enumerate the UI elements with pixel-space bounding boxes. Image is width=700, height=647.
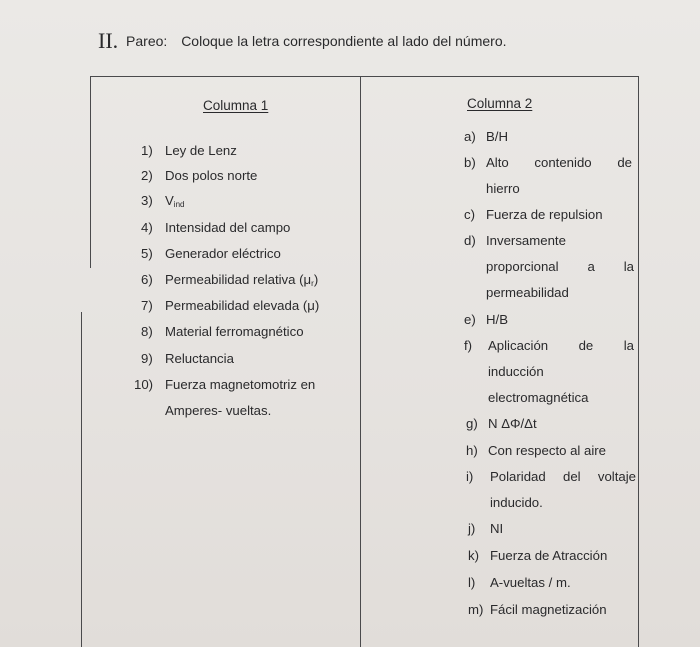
item-number: 2) bbox=[141, 168, 153, 183]
table-border-left bbox=[90, 76, 91, 268]
item-text: A-vueltas / m. bbox=[490, 575, 571, 590]
item-text: Permeabilidad elevada (μ) bbox=[165, 298, 320, 313]
item-letter: k) bbox=[468, 548, 479, 563]
column-1-item bbox=[141, 272, 318, 292]
item-text-line bbox=[488, 338, 634, 354]
item-text: B/H bbox=[486, 129, 508, 144]
item-number: 5) bbox=[141, 246, 153, 261]
item-letter: b) bbox=[464, 155, 476, 170]
item-text: Inversamente bbox=[486, 233, 566, 248]
item-letter: h) bbox=[466, 443, 478, 458]
table-border-right bbox=[638, 76, 639, 647]
word: Polaridad bbox=[490, 469, 546, 484]
word: Aplicación bbox=[488, 338, 549, 353]
word: de bbox=[578, 338, 594, 353]
item-text-line: hierro bbox=[486, 181, 520, 196]
word: Alto bbox=[486, 155, 509, 170]
item-number: 3) bbox=[141, 193, 153, 208]
column-1-item-continuation: Amperes- vueltas. bbox=[165, 403, 272, 418]
item-subscript: r bbox=[311, 279, 314, 288]
item-text: Reluctancia bbox=[165, 351, 234, 366]
item-number: 8) bbox=[141, 324, 153, 339]
column-1-item bbox=[141, 298, 319, 314]
item-text: V bbox=[165, 193, 174, 208]
item-text-line: inducido. bbox=[490, 495, 543, 510]
item-text-line bbox=[490, 469, 636, 485]
item-text: Fuerza de repulsion bbox=[486, 207, 603, 222]
item-number: 7) bbox=[141, 298, 153, 313]
item-text-line bbox=[486, 259, 634, 275]
item-text: Fuerza de Atracción bbox=[490, 548, 608, 563]
item-letter: i) bbox=[466, 469, 474, 484]
item-text: Fuerza magnetomotriz en bbox=[165, 377, 316, 392]
column-2-heading: Columna 2 bbox=[467, 96, 533, 111]
word: la bbox=[623, 338, 634, 353]
column-1-heading: Columna 1 bbox=[203, 98, 269, 113]
item-text: N ΔΦ/Δt bbox=[488, 416, 537, 431]
item-text: NI bbox=[490, 521, 504, 536]
column-2-item bbox=[466, 416, 537, 432]
column-2-item bbox=[468, 548, 607, 564]
column-2-item bbox=[468, 602, 607, 618]
item-letter: c) bbox=[464, 207, 475, 222]
word: de bbox=[617, 155, 632, 170]
item-letter: m) bbox=[468, 602, 484, 617]
item-letter: l) bbox=[468, 575, 476, 590]
table-border-top bbox=[90, 76, 638, 77]
item-letter: a) bbox=[464, 129, 476, 144]
column-1-item bbox=[141, 143, 237, 159]
item-letter: d) bbox=[464, 233, 476, 248]
section-label: Pareo: bbox=[126, 33, 168, 49]
section-instruction: Coloque la letra correspondiente al lado del número. bbox=[181, 33, 507, 49]
item-text: Ley de Lenz bbox=[165, 143, 237, 158]
word: la bbox=[623, 259, 634, 274]
column-1-item bbox=[141, 351, 234, 367]
item-letter: f) bbox=[464, 338, 473, 353]
item-letter: g) bbox=[466, 416, 478, 431]
column-2-item bbox=[464, 312, 508, 328]
item-text-end: ) bbox=[313, 272, 319, 287]
item-text: H/B bbox=[486, 312, 508, 327]
item-number: 9) bbox=[141, 351, 153, 366]
item-number: 10) bbox=[134, 377, 154, 392]
column-1-item bbox=[141, 324, 304, 340]
column-1-item bbox=[134, 377, 315, 393]
word: a bbox=[587, 259, 595, 274]
column-2-item bbox=[464, 155, 486, 171]
column-2-item bbox=[468, 575, 571, 591]
item-number: 1) bbox=[141, 143, 153, 158]
item-text: Material ferromagnético bbox=[165, 324, 304, 339]
item-number: 4) bbox=[141, 220, 153, 235]
item-text-line bbox=[486, 155, 632, 171]
item-letter: e) bbox=[464, 312, 476, 327]
section-number: II. bbox=[98, 28, 119, 53]
item-text: Permeabilidad relativa (μ bbox=[165, 272, 312, 287]
item-text-line: permeabilidad bbox=[486, 285, 569, 300]
column-1-item bbox=[141, 246, 281, 262]
item-text: Dos polos norte bbox=[165, 168, 258, 183]
word: contenido bbox=[534, 155, 592, 170]
column-2-item bbox=[464, 233, 566, 249]
column-2-item bbox=[464, 207, 603, 223]
item-subscript: ind bbox=[173, 200, 185, 209]
item-number: 6) bbox=[141, 272, 153, 287]
item-text: Intensidad del campo bbox=[165, 220, 291, 235]
item-text-line: inducción bbox=[488, 364, 544, 379]
column-2-item bbox=[466, 443, 606, 459]
column-1-item bbox=[141, 220, 290, 236]
column-2-item bbox=[464, 129, 508, 145]
item-text-line: electromagnética bbox=[488, 390, 589, 405]
word: del bbox=[562, 469, 581, 484]
section-header bbox=[98, 28, 507, 54]
item-text: Generador eléctrico bbox=[165, 246, 281, 261]
column-2-item bbox=[468, 521, 503, 537]
item-text: Con respecto al aire bbox=[488, 443, 607, 458]
word: proporcional bbox=[486, 259, 559, 274]
table-column-divider bbox=[360, 76, 361, 647]
column-1-item bbox=[141, 193, 184, 213]
column-2-item bbox=[466, 469, 488, 485]
item-letter: j) bbox=[468, 521, 476, 536]
item-text: Fácil magnetización bbox=[490, 602, 607, 617]
word: voltaje bbox=[597, 469, 636, 484]
column-1-item bbox=[141, 168, 257, 184]
table-border-left-lower bbox=[81, 312, 82, 647]
column-2-item bbox=[464, 338, 486, 354]
